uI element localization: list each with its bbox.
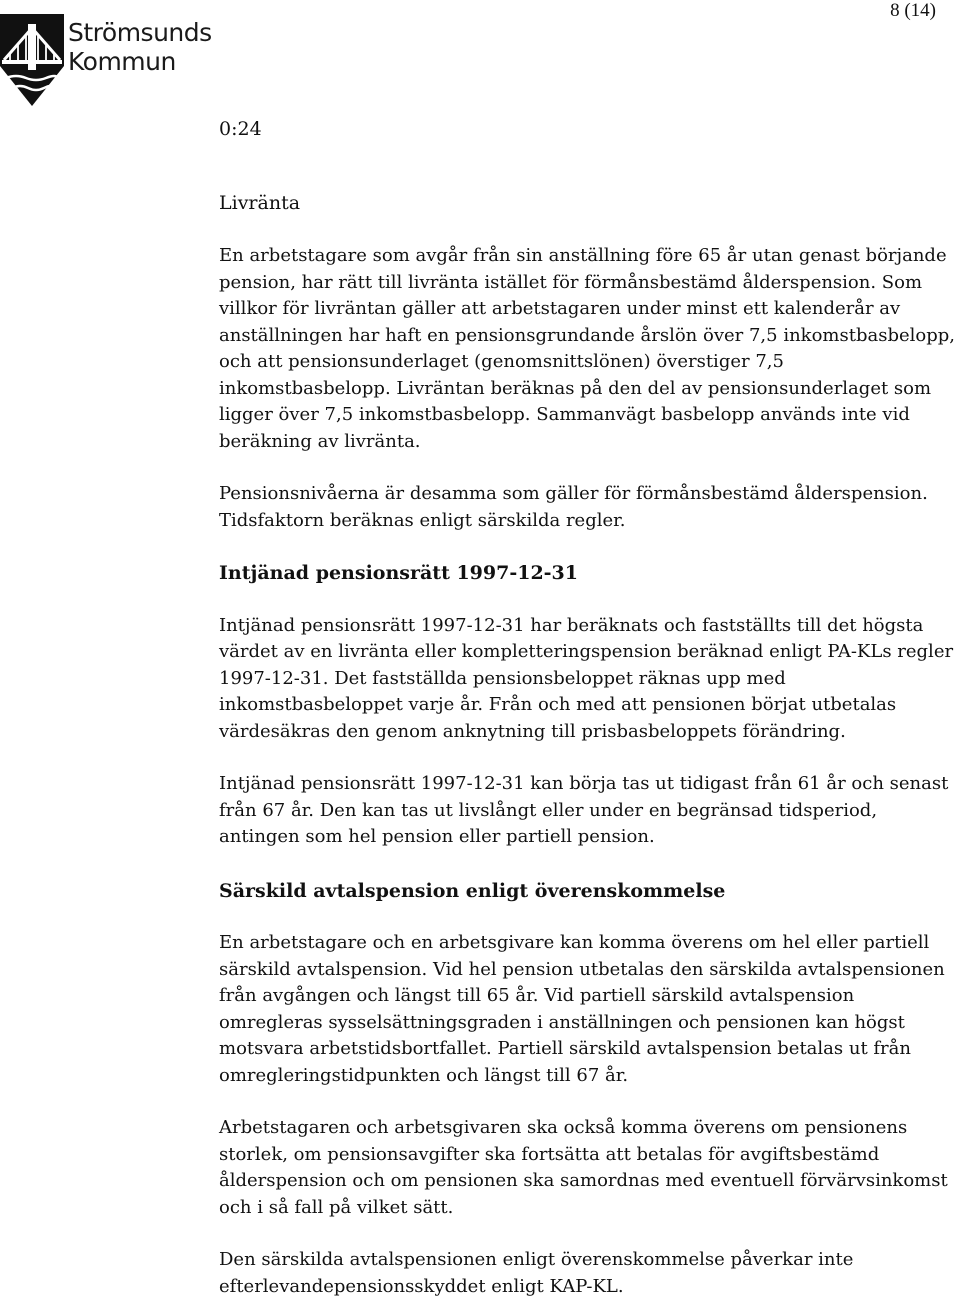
section-heading-sarskild: Särskild avtalspension enligt överenskommelse — [219, 879, 726, 902]
paragraph-intjanad-2: Intjänad pensionsrätt 1997-12-31 kan börja tas ut tidigast från 61 år och senast från 67 år. Den kan tas ut livslångt eller under en begränsad tidsperiod, antingen som hel pension eller partiell pension. — [219, 773, 949, 847]
paragraph-sarskild-1: En arbetstagare och en arbetsgivare kan komma överens om hel eller partiell särskild avtalspension. Vid hel pension utbetalas den särskilda avtalspensionen från avgången och längst till 65 år. Vid partiell särskild avtalspension omregleras sysselsättningsgraden i anställningen och pensionen kan högst motsvara arbetstidsbortfallet. Partiell särskild avtalspension betalas ut från omregleringstidpunkten och längst till 67 år. — [219, 932, 945, 1086]
document-body — [219, 116, 956, 1300]
logo-text-line-1: Strömsunds — [68, 18, 212, 47]
time-value: 0:24 — [219, 118, 262, 140]
bridge-logo-icon — [0, 14, 64, 106]
paragraph-livranta-1: En arbetstagare som avgår från sin anställning före 65 år utan genast börjande pension, har rätt till livränta istället för förmånsbestämd ålderspension. Som villkor för livräntan gäller att arbetstagaren under minst ett kalenderår av anställningen har haft en pensionsgrundande årslön över 7,5 inkomstbasbelopp, och att pensionsunderlaget (genomsnittslönen) överstiger 7,5 inkomstbasbelopp. Livräntan beräknas på den del av pensionsunderlaget som ligger över 7,5 inkomstbasbelopp. Sammanvägt basbelopp används inte vid beräkning av livränta. — [219, 245, 955, 452]
paragraph-livranta-2: Pensionsnivåerna är desamma som gäller för förmånsbestämd ålderspension. Tidsfaktorn beräknas enligt särskilda regler. — [219, 483, 928, 531]
paragraph-sarskild-2: Arbetstagaren och arbetsgivaren ska också komma överens om pensionens storlek, om pensionsavgifter ska fortsätta att betalas för avgiftsbestämd ålderspension och om pensionen ska samordnas med eventuell förvärvsinkomst och i så fall på vilket sätt. — [219, 1117, 948, 1218]
logo-text-line-2: Kommun — [68, 47, 176, 76]
paragraph-intjanad-1: Intjänad pensionsrätt 1997-12-31 har beräknats och fastställts till det högsta värdet av en livränta eller kompletteringspension beräknad enligt PA-KLs regler 1997-12-31. Det fastställda pensionsbeloppet räknas upp med inkomstbasbeloppet varje år. Från och med att pensionen börjat utbetalas värdesäkras den genom anknytning till prisbasbeloppets förändring. — [219, 614, 954, 742]
section-heading-intjanad: Intjänad pensionsrätt 1997-12-31 — [219, 562, 578, 584]
section-heading-livranta: Livränta — [219, 191, 301, 214]
paragraph-sarskild-3: Den särskilda avtalspensionen enligt överenskommelse påverkar inte efterlevandepensionsskyddet enligt KAP-KL. — [219, 1249, 854, 1297]
municipality-logo — [0, 14, 210, 106]
page-number: 8 (14) — [890, 0, 936, 21]
